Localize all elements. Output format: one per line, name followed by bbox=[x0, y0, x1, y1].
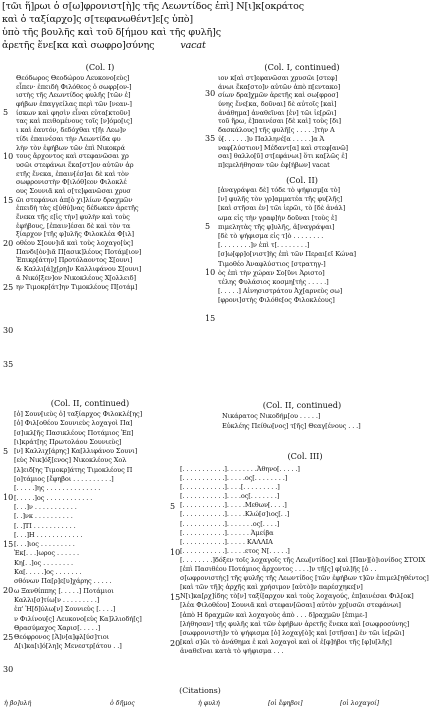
col3-line: [. . . . . . . . . . .]. . . . .Μεθων[. . . .] bbox=[180, 501, 287, 510]
col2-line-number: 5 bbox=[205, 222, 211, 231]
citation-ephebes: [οἱ ἔφηβοι] bbox=[268, 700, 303, 707]
col1cont-line-number: 30 bbox=[205, 89, 216, 98]
header-line-4 bbox=[2, 40, 206, 53]
col2-line-number: 10 bbox=[205, 268, 216, 277]
col1cont-line: ἀνάθημα] ἀναθεῖναι [ἐν] τῶι ἱε[ρῶι] bbox=[218, 108, 337, 117]
col3-line-number: 15 bbox=[170, 593, 181, 602]
col1-line-number: 15 bbox=[3, 196, 14, 205]
col3-line-number: 5 bbox=[170, 502, 176, 511]
col1cont-line: άνωι ἕκα[στο]ν αὐτῶν ἀπὸ π[εντακο] bbox=[218, 82, 341, 91]
col2cont-line: Κη[. .]ος . . . . . . . . bbox=[14, 558, 74, 567]
col2-line: Τιμοθέο Ἀναφλύστιος [στρατηγ-] bbox=[218, 259, 326, 268]
col2-line: [σ]ω[φρ]ο[νιστ]ὴς ἐπὶ τῶν Περαι[εῖ Κώνα] bbox=[218, 250, 357, 259]
col3-line: [σωφρονιστὴ]ν τὸ ψήφισμα [ὁ] λοχαγ[ὸ]ς καὶ [στῆσαι] ἐν τῶι ἱε[ρῶι] bbox=[180, 628, 405, 637]
header-line-4-text: ἀρετῆς ἕνε[κα καὶ σωφρο]σύνης bbox=[2, 40, 155, 51]
col1-line: ἐπειδὴ τὰς ε[ὐθύ]νας δέδωκεν ἀρετῆς bbox=[16, 204, 139, 213]
citation-lochagoi: [οἱ λοχαγοί] bbox=[340, 700, 380, 707]
col3-line: Ν[ι]κα[ρχ]ίδης τὸ[ν] ταξί[αρχον καὶ τοὺς λοχαγούς, ἐπ]αινέσαι Φιλ[οκ] bbox=[180, 592, 414, 601]
col1-line-number: 30 bbox=[3, 326, 14, 335]
col1-line: σωφρονιστὴν Φ[ιλόθ]εον Φιλοκλέ bbox=[16, 178, 127, 187]
col1-line: λὴν τὸν ἐφήβων τῶν ἐπὶ Νικοκρά bbox=[16, 143, 125, 152]
col2cont-line-number: 25 bbox=[3, 633, 14, 642]
col1-line: οθέου Σ[ουν]ιᾶ καὶ τοὺς λοχαγο[ὺς] bbox=[16, 239, 133, 248]
col2cont-line: [λ]ειδ[ης Τιμοκρ]άτης Τιμοκλέους Π bbox=[14, 465, 133, 474]
col2-line: [. . . . .] Αἰνησιστράτου Ἀχ[αρνεὺς σω] bbox=[218, 287, 343, 296]
col2cont-line: [. .]νκ . . . . . . . . . . bbox=[14, 512, 73, 521]
col3-line: [. . . . . . . . . . .]. . . .[. . . . . . . . .] bbox=[180, 483, 280, 492]
col2cont-line: ω Ξανθίππης [. . . . .] Ποτάμιοι bbox=[14, 586, 114, 595]
col1-line: ῶι στεφάνωι ἀπ[ὸ χι]λίων δραχμῶν bbox=[16, 195, 133, 204]
col2cont-line: [ὁ] Σουν[ιεὺς ὁ] ταξίαρχος Φιλοκλέ[ης] bbox=[14, 410, 143, 418]
col3-line: [λέα Φιλοθέου] Σουνιᾶ καὶ στεφαν[ῶσαι] αὐτὸν χρ[υσῶι στεφάνωι] bbox=[180, 601, 401, 610]
col3-line: [. . . . . . . . . . .]. . . . . . . .Ἀθηνο[. . . . .] bbox=[180, 465, 300, 473]
col3-line: [ἐπὶ Πασιθέου Ποτάμιος ἄρχοντος . . . .]ν τῆ[ς] φ[υλ]ῆς [ὁ . . bbox=[180, 565, 377, 574]
col3-line: [. . . . . . . . . . .]. . . . .ετος Ν[. . . . .] bbox=[180, 546, 290, 555]
col3-line: [. . . . . . . . . . .]. . . . . . Ἀμείβα bbox=[180, 528, 274, 537]
col1-line-number: 20 bbox=[3, 239, 14, 248]
col1-line-number: 35 bbox=[3, 360, 14, 369]
citation-demos: ὁ δῆμος bbox=[110, 700, 135, 707]
col1-line: Πανδι[ὸν]ιᾶ Π[ασικ]λέους Ποτάμ[ιον] bbox=[16, 247, 142, 256]
col2cont-line: [ι]κράτ[ης Πρωτολάου Σουνιεὺς] bbox=[14, 437, 122, 446]
col3-line-number: 10 bbox=[170, 548, 181, 557]
col1cont-line: ναφ[λύστιον] Μέδαντ[α] καὶ στεφ[ανῶ] bbox=[218, 143, 348, 152]
col2-line: [. . . . . . . .]ν ἐπὶ τ[. . . . . . . .] bbox=[218, 241, 310, 250]
col2cont-line: σθόνων Πα[ρ]ε[υ]χάρης . . . . . bbox=[14, 577, 112, 586]
col1-line: ην Τιμοκρ[άτ]ην Τιμοκλέους Π[οτάμ] bbox=[16, 282, 138, 291]
col3-line: [λήθησαν] τῆς φυλῆς καὶ τῶν ἐφήβων ἀρετῆς ἕνεκα καὶ [σωφροσύνης] bbox=[180, 619, 410, 628]
col2cont-line-number: 10 bbox=[3, 493, 14, 502]
citation-boule: ἡ βο]υλή bbox=[4, 700, 32, 707]
col3-line: [καὶ τῶν τῆ]ς ἀρχῆς καὶ χρήσιμον [αὑτὸ]ν παρέσχηκε[ν] bbox=[180, 583, 363, 592]
col2cont-b-heading: (Col. II, continued) bbox=[262, 400, 342, 410]
col2-line-number: 15 bbox=[205, 314, 216, 323]
col1-line: ᾶ Νικό[ξεν]ον Νικοκλέους Χ[ολλειδ] bbox=[16, 273, 136, 282]
col2cont-line: Ἐκ[. . .]ωρος . . . . . . bbox=[14, 549, 79, 558]
col1cont-line-number: 35 bbox=[205, 134, 216, 143]
col1cont-line: τοῦ ἥρω, ἐ]παινέσαι [δὲ καὶ] τοὺς [δι] bbox=[218, 117, 341, 126]
col3-line: [. . . . . . . . . . .]. . . . . ΚΑΛΛΙΑ bbox=[180, 537, 273, 546]
col3-line: σ[ωφρονιστὴς] τῆς φυλῆς τῆς Λεωντίδος [τῶν ἐφήβων τ]ῶν ἐπιμελ[ηθέντος] bbox=[180, 574, 429, 583]
col3-line: [ἀπὸ Η δραχμῶν καὶ λοχαγοὺς ἀπὸ . . . δ]ραχμῶν [ἐπιμε-] bbox=[180, 610, 367, 619]
col2cont-heading: (Col. II, continued) bbox=[50, 398, 130, 408]
col1-line: Ἐπικρ[άτην] Προτόλαοντος Σ[ουνι] bbox=[16, 256, 133, 265]
col1cont-line: σίων δρα]χμῶν ἀρετῆς καὶ σω[φροσ] bbox=[218, 91, 339, 100]
col3-line: [. . . . . . . . . . .]. . . . . . .ος[. . . .] bbox=[180, 519, 280, 528]
col3-line: [καὶ σ]ῶι τὸ ἀνάθημα ἐ καὶ λοχαγοὶ καὶ οἱ ἐ[φ]ήβοι τῆς [φ]υ[λῆς] bbox=[180, 637, 392, 646]
col2-line: τέλης Φυλάσιος κοσμη[τὴς . . . . .] bbox=[218, 277, 329, 286]
col2cont-b-text bbox=[222, 412, 398, 431]
col2cont-line: [ο]τάμιος [ἔφηβοι . . . . . . . . . .] bbox=[14, 475, 114, 484]
col2cont-line: Κα[. . . . .]ος . . . . . . . bbox=[14, 568, 82, 577]
col1-line: ετῆς ἕνεκα, ἐπαιν[έσ]αι δὲ καὶ τὸν bbox=[16, 169, 129, 178]
citations-heading: (Citations) bbox=[179, 686, 221, 695]
col3-line: [. . . . . . . . . . .]. . . .ος[. . . . . . .] bbox=[180, 492, 280, 501]
col1-line: ιστὴς τῆς Λεωντίδος φυλῆς [τῶν ἐ] bbox=[16, 91, 131, 100]
col1-line: ἕνεκα τῆς ε[ἰς τὴν] φυλὴν καὶ τοὺς bbox=[16, 213, 130, 221]
col2-line: πιμελητὰς τῆς φ]υλῆς, ἀ[ναγράψαι] bbox=[218, 222, 335, 231]
col2cont-line: ἐπ' Ἡ[δ]ύλω[ν] Σουνιεὺς [. . . .] bbox=[14, 605, 116, 614]
col2cont-line: [σ]ικλ[ῆς Πασικλέους Ποτάμιος Ἐπ] bbox=[14, 428, 134, 437]
col1-line: υσῶι στεφάνωι ἕκα[στ]ον αὐτῶν ἀρ bbox=[16, 160, 134, 169]
header-line-1: [τῶι ἥ]ρωι ὁ σ[ω]φρονιστ[ὴ]ς τῆς Λεωντίδος ἐπὶ] Ν[ι]κ[οκράτος bbox=[2, 1, 305, 12]
col2cont-line: [. . . . .]ος . . . . . . . . . . . . bbox=[14, 493, 93, 502]
col1-line: εἶπεν· ἐπειδὴ Φιλόθεος ὁ σωφρ[ον-] bbox=[16, 82, 132, 91]
col2-heading: (Col. II) bbox=[286, 175, 318, 185]
col2-line: ὸς ἐπὶ τὴν χώραν Σο[ῦνι Ἀριστο] bbox=[218, 268, 325, 277]
col1-line: ι καὶ ἑαυτόν, δεδόχθαι τ[ῆι Λεω]ν bbox=[16, 126, 126, 135]
citation-phyle: ἡ φυλή bbox=[198, 700, 220, 707]
col2-text bbox=[218, 186, 398, 305]
col1-line-number: 5 bbox=[3, 108, 9, 117]
col1-line: τας καὶ πειθομένους τοῖς [ν]όμο[ις] bbox=[16, 117, 133, 126]
col1-heading: (Col. I) bbox=[85, 62, 115, 72]
col2cont-line-number: 20 bbox=[3, 586, 14, 595]
col1cont-line: δασκάλους] τῆς φυλῆ[ς . . . . .]τὴν Α bbox=[218, 126, 335, 135]
col2cont-line: [. . .]ν . . . . . . . . . . . bbox=[14, 502, 77, 511]
col2-line: ωμα εἰς τὴν γραφ]ὴν δοῦναι [τοὺς ἐ] bbox=[218, 213, 337, 222]
col2cont-line: Δ[ι]κα[ι]ό[λη]ς Μενεστρ[άτου . .] bbox=[14, 642, 122, 651]
col2cont-line: ν Φιλίνου[ς] Λευκονο[εὺς Κα]λλιοδή[ς] bbox=[14, 614, 142, 623]
col3-heading: (Col. III) bbox=[287, 451, 323, 461]
col1-line: Θεόδωρος Θεοδώρου Λευκονο[εὺς] bbox=[16, 74, 130, 82]
col2cont-line: [ὁ] Φιλ[οθέου Σουνιεὺς λοχαγοὶ Πα] bbox=[14, 419, 133, 428]
col1-line-number: 10 bbox=[3, 152, 14, 161]
col1-line: φήβων ἐπαγγείλας περὶ τῶν [νεαν-] bbox=[16, 100, 132, 109]
col1cont-line: ύνης ἕνε[κα, δοῦναι] δὲ αὐτοῖς [καὶ] bbox=[218, 100, 337, 109]
col1-line: ίσκων καὶ φησὶν εἶναι εὐτα[κτοῦν] bbox=[16, 108, 130, 117]
col1cont-text bbox=[218, 74, 398, 170]
col1-text bbox=[16, 74, 202, 291]
col1-line: τους ἄρχοντος καὶ στεφανῶσαι χρ bbox=[16, 152, 129, 161]
col2cont-line: Θρασύμαχος Χαρισ[. . . . .] bbox=[14, 623, 101, 632]
col3-line: [. . . . . . . .]δόξεν τοῖς λοχαγοῖς τῆς Λεω[ντίδος] καὶ [Παν][ὸ]ιονίδος ΣΤΟΙΧ bbox=[180, 555, 426, 564]
col1-line-number: 25 bbox=[3, 283, 14, 292]
col1-line: τίδι ἐπαινέσαι τὴν Λεωντίδα φυ bbox=[16, 134, 121, 143]
col1cont-line: π]εμελήθησαν τῶν ἐφ[ήβων] vacat bbox=[218, 160, 330, 169]
col2-line: [φρονι]στὴς Φιλόθε[ος Φιλοκλέους] bbox=[218, 296, 335, 305]
col3-line: [. . . . . . . . . . .]. . . . .Κλώ[σ]ιος[. .] bbox=[180, 510, 290, 519]
col2cont-line-number: 15 bbox=[3, 540, 14, 549]
col2-line: [καὶ στῆσαι ἐν] τῶι ἱερῶι, τὸ [δὲ ἀνάλ] bbox=[218, 204, 346, 213]
col1-line: ους Σουνιᾶ καὶ σ[τε]φανῶσαι χρυσ bbox=[16, 186, 131, 195]
col1-line: ἐφήβους, [ἐπαιν]έσαι δὲ καὶ τὸν τα bbox=[16, 221, 131, 230]
col2cont-line: Θεόφρονος [Ἀ]ν[α]φλ[ύσ]τιοι bbox=[14, 633, 110, 642]
col1cont-heading: (Col. I, continued) bbox=[264, 62, 340, 72]
col2cont-text bbox=[14, 410, 164, 652]
col1cont-line: σαι] θαλλο[ῦ] στ[εφάνωι] ὅτι κα[λῶς ἐ] bbox=[218, 152, 348, 161]
col2-line: [ν] φυλῆς τὸν γρ]αμματέα τῆς φυ[λῆς] bbox=[218, 195, 343, 204]
col2cont-line: [. . . . .]ης . . . . . . . . . . . . . . bbox=[14, 484, 101, 493]
header-vacat: vacat bbox=[180, 40, 206, 51]
col2-line: [ἀναγράψαι δὲ] τόδε τὸ ψήφισμ[α τὸ] bbox=[218, 186, 340, 194]
col2cont-b-line: Εὐκλέης Πείθω[νος] τ[ῆς] Θεαγ[ένους . . .] bbox=[222, 421, 361, 430]
col2cont-b-line: Νικάρατος Νικοδήμ[ου . . . . .] bbox=[222, 412, 321, 420]
col2cont-line-number: 5 bbox=[3, 447, 9, 456]
col2cont-line: Καλλι[σ]τίω[ν . . . . . . . . .] bbox=[14, 595, 100, 604]
col1cont-line: ιον κ[αὶ στ]εφανῶσαι χρυσῶι [στεφ] bbox=[218, 74, 338, 82]
col3-line-number: 20 bbox=[170, 639, 181, 648]
col3-line: [. . . . . . . . . . .]. . . . .ος[. . . . . . . .] bbox=[180, 474, 288, 483]
col2cont-line-number: 30 bbox=[3, 665, 14, 674]
col3-text bbox=[180, 465, 429, 656]
col2cont-line: [. . .]Η . . . . . . . . . . . . bbox=[14, 530, 83, 539]
col2cont-line: [. . .]ιος . . . . . . . . . bbox=[14, 540, 75, 549]
header-line-3: ὑπὸ τῆς βουλῆς καὶ τοῦ δ[ήμου καὶ τῆς φυλῆ]ς bbox=[2, 27, 221, 38]
header-line-2: καὶ ὁ ταξίαρχο]ς σ[τεφανωθέντ]ε[ς ὑπὸ] bbox=[2, 14, 193, 25]
col2cont-line: [. .]ΤΙ . . . . . . . . . . . bbox=[14, 521, 76, 530]
col2cont-line: [ν] Καλλιχ[άρης] Κα[λλιφάνου Σουνι] bbox=[14, 447, 138, 456]
col2-line: [δὲ τὸ ψήφισμα εἰς τ]ὸ . . . . . . . . bbox=[218, 231, 324, 240]
col3-line: ἀναθεῖναι κατὰ τὸ ψήφισμα . . . bbox=[180, 646, 284, 655]
col1-line: & Καλλι[ά]χ[ρη]ν Καλλιφάνου Σ[ουνι] bbox=[16, 265, 142, 274]
col2cont-line: [εὺς Νικ]όξ[ενος] Νικοκλέους Χολ bbox=[14, 456, 127, 465]
col1cont-line: ὐ[. . . . . .]υ Παλληνέ[α . . . . .]α Ἀ bbox=[218, 134, 325, 143]
col1-line: ξίαρχον [τῆς φ]υλῆς Φιλοκλέα Φ[ιλ] bbox=[16, 230, 135, 239]
